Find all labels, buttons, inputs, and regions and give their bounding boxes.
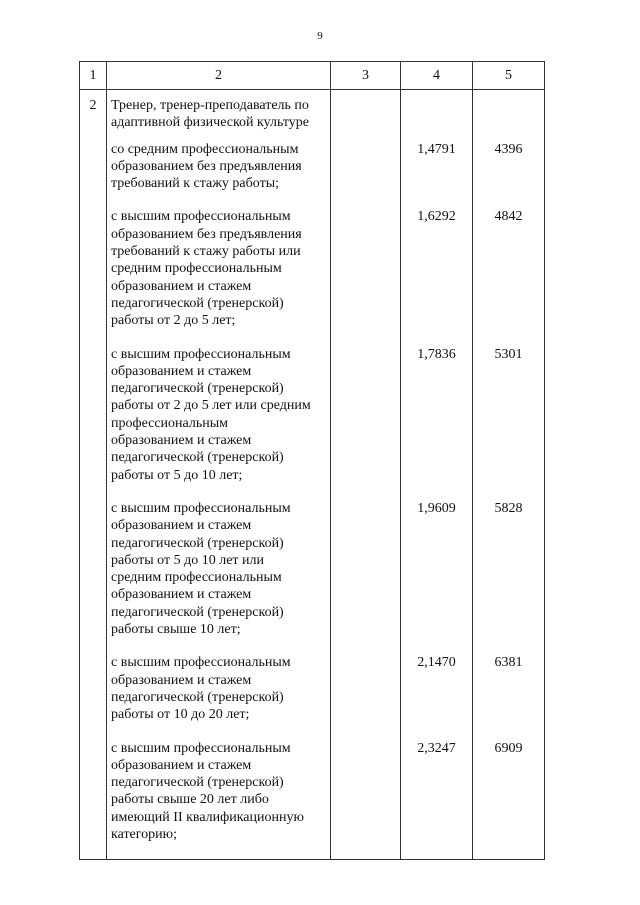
coefficient-value: 1,6292	[417, 209, 456, 225]
requirement-line: педагогической (тренерской)	[111, 295, 284, 311]
position-title	[107, 90, 330, 141]
salary-value: 5828	[494, 500, 523, 516]
coefficient-value: 2,3247	[417, 740, 456, 756]
entry-spacer	[107, 638, 330, 654]
requirement-line: средним профессиональным	[111, 570, 282, 586]
requirement-entries	[107, 141, 330, 860]
column-header-2: 2	[107, 62, 331, 90]
position-title-line: адаптивной физической культуре	[111, 115, 310, 131]
requirement-line: с высшим профессиональным	[111, 655, 291, 671]
salary-value: 4842	[494, 209, 523, 225]
requirement-line: с высшим профессиональным	[111, 346, 291, 362]
requirement-entry	[107, 500, 330, 638]
requirement-line: педагогической (тренерской)	[111, 535, 284, 551]
requirement-line: средним профессиональным	[111, 261, 282, 277]
requirement-line: образованием и стажем	[111, 363, 252, 379]
entry-spacer	[401, 724, 472, 740]
requirement-line: со средним профессиональным	[111, 141, 299, 157]
coefficient-value: 1,7836	[417, 346, 456, 362]
requirement-line: образованием и стажем	[111, 278, 252, 294]
entry-spacer	[107, 192, 330, 208]
salary-value: 6909	[494, 740, 523, 756]
table-row	[80, 90, 545, 860]
salary-value: 5301	[494, 346, 523, 362]
coefficient-value: 2,1470	[417, 655, 456, 671]
requirement-line: работы от 2 до 5 лет или средним	[111, 398, 311, 414]
entry-spacer	[107, 843, 330, 859]
entry-spacer	[401, 638, 472, 654]
qualification-salary-table	[79, 61, 545, 860]
entry-spacer	[107, 724, 330, 740]
position-description-cell	[107, 90, 331, 860]
requirement-line: образованием без предъявления	[111, 158, 302, 174]
requirement-line: педагогической (тренерской)	[111, 689, 284, 705]
table-header-row	[80, 62, 545, 90]
salary-value: 4396	[494, 141, 523, 157]
entry-spacer	[473, 638, 544, 654]
requirement-line: педагогической (тренерской)	[111, 450, 284, 466]
requirement-line: работы свыше 10 лет;	[111, 622, 241, 638]
entry-spacer	[473, 484, 544, 500]
salary-cell	[473, 90, 545, 860]
requirement-line: требований к стажу работы или	[111, 244, 301, 260]
requirement-line: работы свыше 20 лет либо	[111, 792, 269, 808]
requirement-line: образованием и стажем	[111, 518, 252, 534]
requirement-line: с высшим профессиональным	[111, 740, 291, 756]
requirement-line: образованием и стажем	[111, 672, 252, 688]
column-3-cell	[331, 90, 401, 860]
requirement-entry	[107, 740, 330, 844]
requirement-line: образованием и стажем	[111, 757, 252, 773]
coefficient-value: 1,9609	[417, 500, 456, 516]
column-header-4: 4	[401, 62, 473, 90]
salary-values	[473, 90, 544, 859]
column-header-1: 1	[80, 62, 107, 90]
page-number: 9	[317, 30, 323, 42]
entry-spacer	[473, 724, 544, 740]
requirement-entry	[107, 141, 330, 193]
requirement-line: с высшим профессиональным	[111, 209, 291, 225]
requirement-line: имеющий II квалификационную	[111, 809, 304, 825]
requirement-line: работы от 2 до 5 лет;	[111, 313, 236, 329]
entry-spacer	[473, 192, 544, 208]
column-header-5: 5	[473, 62, 545, 90]
coefficient-cell	[401, 90, 473, 860]
entry-spacer	[401, 484, 472, 500]
entry-spacer	[107, 484, 330, 500]
requirement-line: с высшим профессиональным	[111, 500, 291, 516]
requirement-line: работы от 5 до 10 лет или	[111, 552, 265, 568]
entry-spacer	[401, 330, 472, 346]
requirement-line: образованием и стажем	[111, 587, 252, 603]
requirement-entry	[107, 346, 330, 484]
entry-spacer	[401, 843, 472, 859]
requirement-line: работы от 5 до 10 лет;	[111, 467, 243, 483]
entry-spacer	[107, 330, 330, 346]
column-header-3: 3	[331, 62, 401, 90]
requirement-line: работы от 10 до 20 лет;	[111, 707, 250, 723]
requirement-line: образованием без предъявления	[111, 226, 302, 242]
requirement-line: образованием и стажем	[111, 433, 252, 449]
coefficient-value: 1,4791	[417, 141, 456, 157]
row-number: 2	[80, 90, 107, 860]
requirement-line: требований к стажу работы;	[111, 176, 279, 192]
requirement-line: профессиональным	[111, 415, 229, 431]
requirement-line: педагогической (тренерской)	[111, 604, 284, 620]
position-title-line: Тренер, тренер-преподаватель по	[111, 98, 309, 113]
requirement-line: категорию;	[111, 826, 178, 842]
requirement-entry	[107, 208, 330, 329]
coefficient-values	[401, 90, 472, 859]
salary-value: 6381	[494, 655, 523, 671]
requirement-line: педагогической (тренерской)	[111, 775, 284, 791]
requirement-line: педагогической (тренерской)	[111, 381, 284, 397]
entry-spacer	[401, 192, 472, 208]
entry-spacer	[473, 330, 544, 346]
requirement-entry	[107, 654, 330, 723]
entry-spacer	[473, 843, 544, 859]
